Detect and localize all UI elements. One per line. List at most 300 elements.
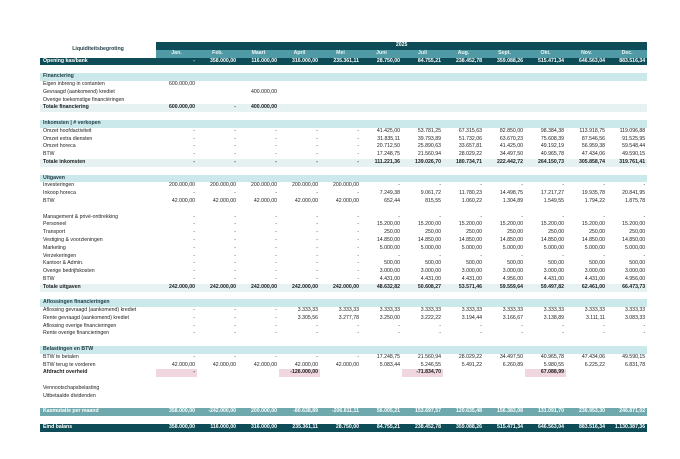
cell[interactable] <box>279 175 320 183</box>
cell[interactable] <box>279 81 320 89</box>
cell[interactable]: - <box>562 322 564 329</box>
cell[interactable]: 6.831,78 <box>624 361 646 368</box>
cell[interactable]: - <box>275 353 277 360</box>
cell[interactable]: - <box>234 135 236 142</box>
cell[interactable]: 42.000,00 <box>171 361 195 368</box>
cell[interactable]: 11.780,23 <box>459 190 482 197</box>
cell[interactable]: - <box>156 159 197 167</box>
cell[interactable]: - <box>320 159 361 167</box>
cell[interactable] <box>238 299 279 307</box>
cell[interactable] <box>525 120 566 128</box>
cell[interactable]: - <box>316 252 318 259</box>
cell[interactable]: 4.956,00 <box>624 275 646 282</box>
cell[interactable]: - <box>316 353 318 360</box>
cell[interactable]: - <box>275 236 277 243</box>
cell[interactable] <box>607 73 647 81</box>
cell[interactable] <box>607 393 647 401</box>
cell[interactable]: - <box>234 244 236 251</box>
cell[interactable] <box>279 73 320 81</box>
cell[interactable]: 235.361,11 <box>279 424 320 432</box>
cell[interactable] <box>279 97 320 105</box>
cell[interactable]: 14.850,00 <box>622 236 646 243</box>
cell[interactable]: - <box>357 127 359 134</box>
cell[interactable] <box>525 81 566 89</box>
cell[interactable]: 84.755,21 <box>361 424 402 432</box>
cell[interactable] <box>525 73 566 81</box>
cell[interactable] <box>607 369 647 377</box>
cell[interactable] <box>566 299 607 307</box>
cell[interactable]: - <box>316 213 318 220</box>
cell[interactable]: 42.000,00 <box>335 197 359 204</box>
cell[interactable]: 3.333,33 <box>420 307 441 314</box>
cell[interactable]: 48.632,82 <box>361 284 402 292</box>
cell[interactable]: - <box>316 135 318 142</box>
cell[interactable] <box>402 73 443 81</box>
cell[interactable]: - <box>234 213 236 220</box>
cell[interactable]: 33.657,81 <box>458 143 482 150</box>
cell[interactable]: - <box>521 213 523 220</box>
cell[interactable]: 31.835,11 <box>377 135 400 142</box>
cell[interactable] <box>607 299 647 307</box>
cell[interactable]: - <box>279 159 320 167</box>
cell[interactable]: 3.333,33 <box>338 307 359 314</box>
cell[interactable] <box>402 175 443 183</box>
cell[interactable]: - <box>193 353 195 360</box>
cell[interactable] <box>320 97 361 105</box>
cell[interactable]: - <box>357 268 359 275</box>
cell[interactable]: - <box>603 213 605 220</box>
cell[interactable]: 15.200,00 <box>540 221 564 228</box>
cell[interactable]: - <box>562 182 564 189</box>
cell[interactable]: - <box>275 143 277 150</box>
cell[interactable]: 82.850,00 <box>499 127 523 134</box>
cell[interactable]: 14.850,00 <box>417 236 441 243</box>
cell[interactable]: - <box>197 159 238 167</box>
cell[interactable]: 264.150,73 <box>525 159 566 167</box>
cell[interactable] <box>320 393 361 401</box>
cell[interactable]: 49.590,15 <box>622 151 646 158</box>
cell[interactable] <box>443 81 484 89</box>
cell[interactable]: -126.000,00 <box>279 369 320 377</box>
cell[interactable] <box>566 206 607 214</box>
cell[interactable]: - <box>316 275 318 282</box>
cell[interactable]: - <box>275 244 277 251</box>
cell[interactable] <box>238 120 279 128</box>
cell[interactable] <box>402 346 443 354</box>
cell[interactable]: - <box>357 151 359 158</box>
cell[interactable]: - <box>275 322 277 329</box>
cell[interactable]: 4.431,00 <box>543 275 564 282</box>
cell[interactable]: - <box>275 135 277 142</box>
cell[interactable]: - <box>234 322 236 329</box>
cell[interactable]: - <box>275 190 277 197</box>
cell[interactable] <box>361 206 402 214</box>
cell[interactable]: 200.000,00 <box>333 182 359 189</box>
cell[interactable]: - <box>234 127 236 134</box>
cell[interactable] <box>566 97 607 105</box>
cell[interactable] <box>197 175 238 183</box>
cell[interactable] <box>238 206 279 214</box>
cell[interactable]: 131.091,70 <box>525 408 566 416</box>
cell[interactable]: - <box>398 330 400 337</box>
cell[interactable] <box>566 73 607 81</box>
cell[interactable]: - <box>357 213 359 220</box>
cell[interactable]: 500,00 <box>629 260 646 267</box>
cell[interactable]: - <box>193 221 195 228</box>
cell[interactable] <box>443 120 484 128</box>
cell[interactable] <box>238 73 279 81</box>
cell[interactable] <box>197 385 238 393</box>
cell[interactable]: 17.248,75 <box>376 151 400 158</box>
cell[interactable]: 5.980,55 <box>543 361 564 368</box>
cell[interactable] <box>197 81 238 89</box>
cell[interactable]: 238.452,78 <box>443 58 484 66</box>
cell[interactable]: - <box>398 182 400 189</box>
cell[interactable] <box>238 346 279 354</box>
cell[interactable] <box>607 89 647 97</box>
cell[interactable]: 28.750,00 <box>320 424 361 432</box>
cell[interactable]: 53.571,46 <box>443 284 484 292</box>
cell[interactable]: 180.734,71 <box>443 159 484 167</box>
cell[interactable] <box>443 393 484 401</box>
cell[interactable]: 5.491,22 <box>461 361 482 368</box>
cell[interactable]: - <box>156 369 197 377</box>
cell[interactable] <box>525 385 566 393</box>
cell[interactable] <box>607 97 647 105</box>
cell[interactable]: - <box>275 151 277 158</box>
cell[interactable] <box>279 299 320 307</box>
cell[interactable]: 358.000,00 <box>156 408 197 416</box>
cell[interactable]: - <box>603 330 605 337</box>
cell[interactable] <box>279 104 320 112</box>
cell[interactable]: 3.000,00 <box>461 268 482 275</box>
cell[interactable] <box>566 393 607 401</box>
cell[interactable]: 3.000,00 <box>420 268 441 275</box>
cell[interactable]: 47.434,06 <box>581 151 605 158</box>
cell[interactable]: - <box>357 143 359 150</box>
cell[interactable] <box>361 89 402 97</box>
cell[interactable]: 5.000,00 <box>502 244 523 251</box>
cell[interactable] <box>566 385 607 393</box>
cell[interactable] <box>443 175 484 183</box>
cell[interactable]: - <box>193 307 195 314</box>
cell[interactable]: 67.315,63 <box>458 127 482 134</box>
cell[interactable]: 28.029,22 <box>458 151 482 158</box>
cell[interactable]: - <box>234 268 236 275</box>
cell[interactable]: 14.850,00 <box>499 236 523 243</box>
cell[interactable]: - <box>398 252 400 259</box>
cell[interactable] <box>238 175 279 183</box>
cell[interactable]: - <box>234 229 236 236</box>
cell[interactable] <box>443 206 484 214</box>
cell[interactable]: - <box>480 330 482 337</box>
cell[interactable] <box>361 346 402 354</box>
cell[interactable]: - <box>275 229 277 236</box>
cell[interactable]: 59.559,64 <box>484 284 525 292</box>
cell[interactable]: - <box>521 182 523 189</box>
cell[interactable]: 250,00 <box>589 229 605 236</box>
cell[interactable]: 359.088,26 <box>484 58 525 66</box>
cell[interactable]: 250,00 <box>466 229 482 236</box>
cell[interactable]: - <box>357 260 359 267</box>
cell[interactable]: 34.497,50 <box>499 151 523 158</box>
cell[interactable] <box>156 346 197 354</box>
cell[interactable] <box>156 97 197 105</box>
cell[interactable]: 3.166,67 <box>502 314 523 321</box>
cell[interactable]: - <box>193 135 195 142</box>
cell[interactable]: - <box>316 260 318 267</box>
cell[interactable] <box>402 120 443 128</box>
cell[interactable] <box>361 73 402 81</box>
cell[interactable] <box>361 393 402 401</box>
cell[interactable]: 98.384,38 <box>540 127 564 134</box>
cell[interactable] <box>156 73 197 81</box>
cell[interactable]: 3.305,56 <box>297 314 318 321</box>
cell[interactable]: 305.858,74 <box>566 159 607 167</box>
cell[interactable]: 14.850,00 <box>458 236 482 243</box>
cell[interactable]: 42.000,00 <box>212 361 236 368</box>
cell[interactable]: - <box>234 314 236 321</box>
cell[interactable]: -206.611,11 <box>320 408 361 416</box>
cell[interactable] <box>238 393 279 401</box>
cell[interactable] <box>566 120 607 128</box>
cell[interactable]: 316.000,00 <box>279 58 320 66</box>
cell[interactable]: - <box>193 268 195 275</box>
cell[interactable]: 500,00 <box>384 260 400 267</box>
cell[interactable]: 116.000,00 <box>238 58 279 66</box>
cell[interactable]: -242.000,00 <box>197 408 238 416</box>
cell[interactable]: 84.755,21 <box>402 58 443 66</box>
cell[interactable]: - <box>316 236 318 243</box>
cell[interactable]: 242.000,00 <box>238 284 279 292</box>
cell[interactable]: - <box>275 268 277 275</box>
cell[interactable]: - <box>562 330 564 337</box>
cell[interactable]: 4.431,00 <box>584 275 605 282</box>
cell[interactable] <box>156 120 197 128</box>
cell[interactable]: - <box>521 322 523 329</box>
cell[interactable] <box>197 97 238 105</box>
cell[interactable]: 250,00 <box>507 229 523 236</box>
cell[interactable]: 42.000,00 <box>171 197 195 204</box>
cell[interactable]: 75.608,39 <box>540 135 564 142</box>
cell[interactable] <box>197 206 238 214</box>
cell[interactable]: - <box>234 221 236 228</box>
cell[interactable]: 500,00 <box>548 260 564 267</box>
cell[interactable]: 41.425,00 <box>376 127 400 134</box>
cell[interactable] <box>484 120 525 128</box>
cell[interactable] <box>402 206 443 214</box>
cell[interactable]: 56.959,38 <box>581 143 605 150</box>
cell[interactable]: 5.000,00 <box>379 244 400 251</box>
cell[interactable]: - <box>193 252 195 259</box>
cell[interactable] <box>484 369 525 377</box>
cell[interactable] <box>279 89 320 97</box>
cell[interactable] <box>320 89 361 97</box>
cell[interactable]: 14.850,00 <box>376 236 400 243</box>
cell[interactable]: 500,00 <box>425 260 441 267</box>
cell[interactable] <box>402 299 443 307</box>
cell[interactable]: 250,00 <box>425 229 441 236</box>
cell[interactable]: 3.000,00 <box>584 268 605 275</box>
cell[interactable]: - <box>234 260 236 267</box>
cell[interactable]: 6.225,22 <box>584 361 605 368</box>
cell[interactable]: - <box>193 330 195 337</box>
cell[interactable]: - <box>193 213 195 220</box>
cell[interactable]: - <box>643 182 646 189</box>
cell[interactable] <box>238 81 279 89</box>
cell[interactable]: 250,00 <box>548 229 564 236</box>
cell[interactable] <box>279 120 320 128</box>
cell[interactable]: 41.425,00 <box>499 143 523 150</box>
cell[interactable]: - <box>193 322 195 329</box>
cell[interactable]: 200.000,00 <box>238 408 279 416</box>
cell[interactable]: - <box>156 58 197 66</box>
cell[interactable]: 4.956,00 <box>502 275 523 282</box>
cell[interactable] <box>361 104 402 112</box>
cell[interactable]: 42.000,00 <box>212 197 236 204</box>
cell[interactable]: 42.000,00 <box>253 197 277 204</box>
cell[interactable]: - <box>357 353 359 360</box>
cell[interactable] <box>443 104 484 112</box>
cell[interactable] <box>197 393 238 401</box>
cell[interactable] <box>197 120 238 128</box>
cell[interactable]: 319.761,41 <box>607 159 647 167</box>
cell[interactable]: 3.138,89 <box>543 314 564 321</box>
cell[interactable]: - <box>562 213 564 220</box>
cell[interactable] <box>320 299 361 307</box>
cell[interactable] <box>525 97 566 105</box>
cell[interactable]: 42.000,00 <box>294 361 318 368</box>
cell[interactable]: 120.635,48 <box>443 408 484 416</box>
cell[interactable] <box>320 369 361 377</box>
cell[interactable] <box>484 175 525 183</box>
cell[interactable]: - <box>357 322 359 329</box>
cell[interactable] <box>238 97 279 105</box>
cell[interactable] <box>525 299 566 307</box>
cell[interactable] <box>238 385 279 393</box>
cell[interactable]: 1.875,78 <box>624 197 646 204</box>
cell[interactable] <box>279 385 320 393</box>
cell[interactable] <box>279 393 320 401</box>
cell[interactable]: - <box>193 236 195 243</box>
cell[interactable]: - <box>439 322 441 329</box>
cell[interactable]: - <box>603 252 605 259</box>
cell[interactable]: 15.200,00 <box>417 221 441 228</box>
cell[interactable]: 40.965,78 <box>540 353 564 360</box>
cell[interactable] <box>156 393 197 401</box>
cell[interactable]: - <box>398 213 400 220</box>
cell[interactable] <box>484 97 525 105</box>
cell[interactable] <box>238 369 279 377</box>
cell[interactable]: 56.005,21 <box>361 408 402 416</box>
cell[interactable]: 14.850,00 <box>540 236 564 243</box>
cell[interactable]: - <box>275 252 277 259</box>
cell[interactable] <box>361 175 402 183</box>
cell[interactable]: -71.834,70 <box>402 369 443 377</box>
cell[interactable]: - <box>193 229 195 236</box>
cell[interactable]: 113.918,75 <box>579 127 605 134</box>
cell[interactable] <box>361 299 402 307</box>
cell[interactable]: 42.000,00 <box>294 197 318 204</box>
cell[interactable]: 3.333,33 <box>502 307 523 314</box>
cell[interactable]: 59.497,82 <box>525 284 566 292</box>
cell[interactable] <box>525 393 566 401</box>
cell[interactable]: 15.200,00 <box>581 221 605 228</box>
cell[interactable]: 47.434,06 <box>581 353 605 360</box>
cell[interactable]: 6.260,89 <box>502 361 523 368</box>
cell[interactable]: 5.000,00 <box>624 244 646 251</box>
cell[interactable]: - <box>234 236 236 243</box>
cell[interactable] <box>525 206 566 214</box>
cell[interactable]: - <box>643 213 646 220</box>
cell[interactable] <box>566 89 607 97</box>
cell[interactable]: 39.793,89 <box>417 135 441 142</box>
cell[interactable] <box>566 175 607 183</box>
cell[interactable]: 1.794,22 <box>584 197 605 204</box>
cell[interactable]: 66.473,73 <box>607 284 647 292</box>
cell[interactable]: - <box>275 127 277 134</box>
cell[interactable]: 14.850,00 <box>581 236 605 243</box>
cell[interactable] <box>525 89 566 97</box>
cell[interactable]: 1.549,55 <box>543 197 564 204</box>
cell[interactable] <box>525 346 566 354</box>
cell[interactable]: 359.088,26 <box>443 424 484 432</box>
cell[interactable]: - <box>357 190 359 197</box>
cell[interactable]: - <box>316 143 318 150</box>
cell[interactable]: - <box>316 190 318 197</box>
cell[interactable] <box>484 73 525 81</box>
cell[interactable]: 883.516,34 <box>566 424 607 432</box>
cell[interactable]: 28.029,22 <box>458 353 482 360</box>
cell[interactable]: - <box>234 275 236 282</box>
cell[interactable]: - <box>603 182 605 189</box>
cell[interactable]: - <box>357 244 359 251</box>
cell[interactable]: - <box>193 314 195 321</box>
cell[interactable] <box>402 89 443 97</box>
cell[interactable]: - <box>357 135 359 142</box>
cell[interactable]: 222.442,72 <box>484 159 525 167</box>
cell[interactable]: - <box>480 252 482 259</box>
cell[interactable]: 49.192,19 <box>540 143 564 150</box>
cell[interactable] <box>156 175 197 183</box>
cell[interactable] <box>607 175 647 183</box>
cell[interactable] <box>525 104 566 112</box>
cell[interactable]: 15.200,00 <box>376 221 400 228</box>
cell[interactable]: - <box>193 127 195 134</box>
cell[interactable] <box>607 120 647 128</box>
cell[interactable]: - <box>234 151 236 158</box>
cell[interactable] <box>484 346 525 354</box>
cell[interactable]: - <box>234 252 236 259</box>
cell[interactable]: 242.000,00 <box>156 284 197 292</box>
cell[interactable]: - <box>480 182 482 189</box>
cell[interactable]: 50.608,27 <box>402 284 443 292</box>
cell[interactable]: 111.221,36 <box>361 159 402 167</box>
cell[interactable]: 49.590,15 <box>622 353 646 360</box>
cell[interactable]: 646.563,04 <box>566 58 607 66</box>
cell[interactable]: 400.000,00 <box>251 88 277 95</box>
cell[interactable]: 15.200,00 <box>458 221 482 228</box>
cell[interactable]: - <box>197 104 238 112</box>
cell[interactable] <box>156 385 197 393</box>
cell[interactable] <box>607 346 647 354</box>
cell[interactable]: - <box>193 275 195 282</box>
cell[interactable] <box>402 393 443 401</box>
cell[interactable] <box>443 346 484 354</box>
cell[interactable] <box>197 89 238 97</box>
cell[interactable]: 5.000,00 <box>584 244 605 251</box>
cell[interactable] <box>361 81 402 89</box>
